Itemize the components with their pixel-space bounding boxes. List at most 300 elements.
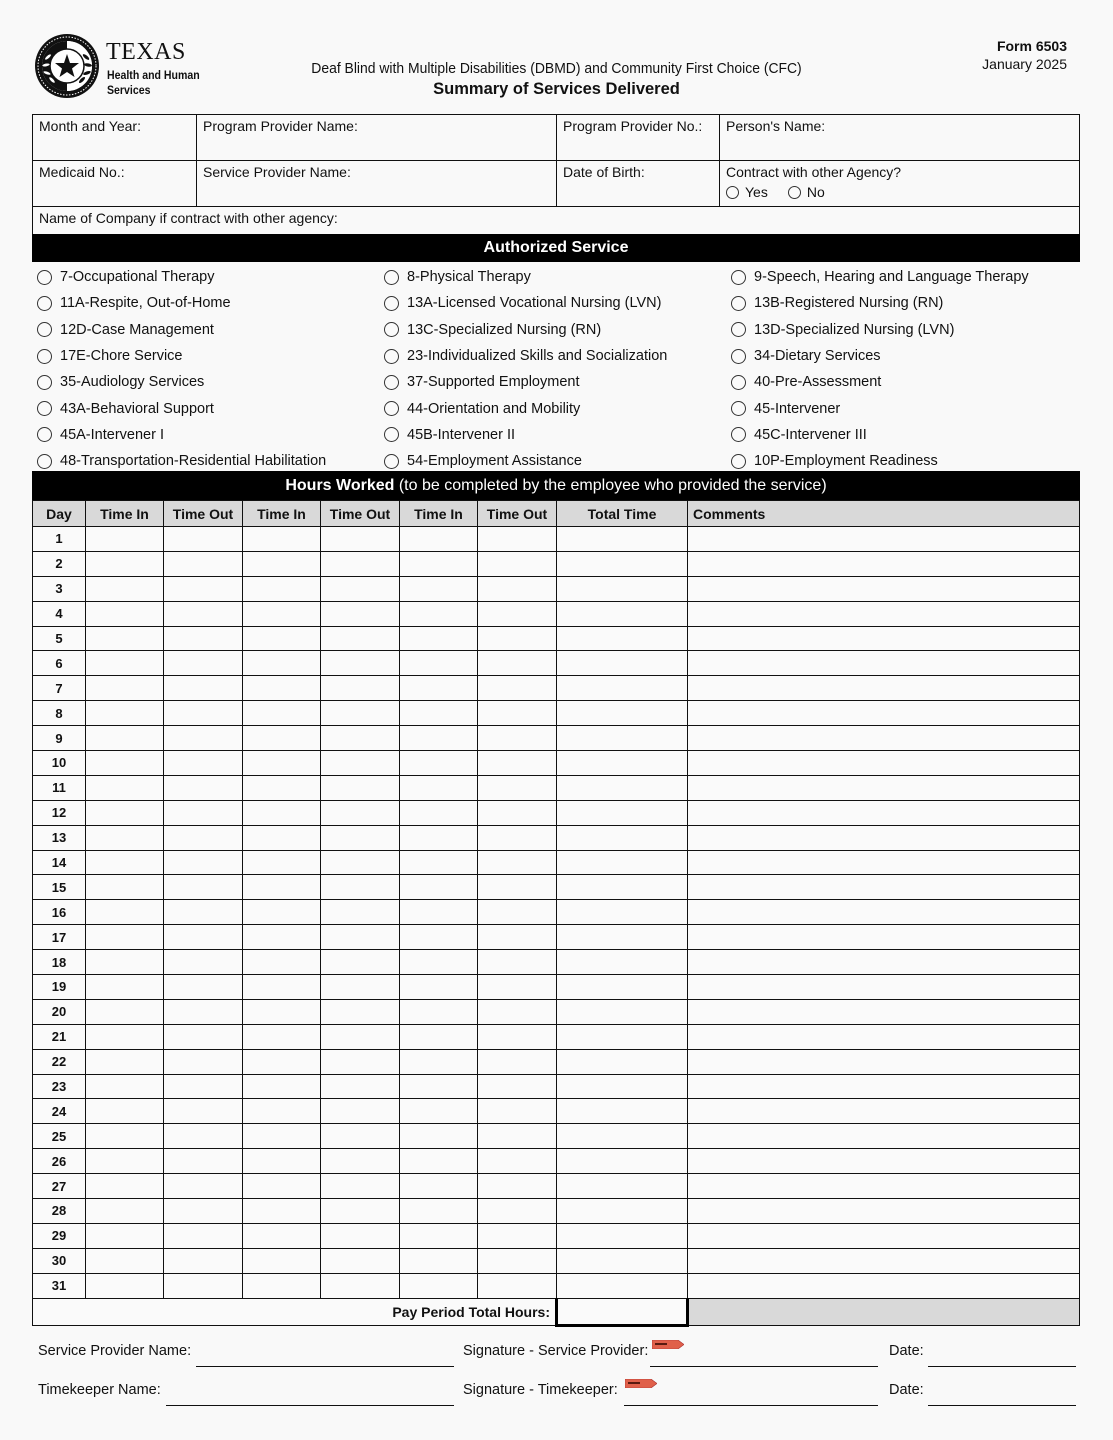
time-cell[interactable] — [321, 601, 400, 626]
time-cell[interactable] — [400, 1223, 478, 1248]
time-cell[interactable] — [321, 850, 400, 875]
time-cell[interactable] — [86, 1223, 164, 1248]
time-cell[interactable] — [400, 1099, 478, 1124]
time-cell[interactable] — [321, 1273, 400, 1298]
time-cell[interactable] — [321, 775, 400, 800]
time-cell[interactable] — [400, 1124, 478, 1149]
comments-cell[interactable] — [688, 651, 1080, 676]
time-cell[interactable] — [478, 1174, 557, 1199]
time-cell[interactable] — [400, 576, 478, 601]
time-cell[interactable] — [164, 900, 243, 925]
service-radio[interactable] — [731, 270, 746, 285]
time-cell[interactable] — [164, 1223, 243, 1248]
program-provider-name-field[interactable] — [197, 115, 557, 160]
time-cell[interactable] — [164, 1248, 243, 1273]
comments-cell[interactable] — [688, 1223, 1080, 1248]
time-cell[interactable] — [321, 527, 400, 552]
time-cell[interactable] — [243, 1074, 321, 1099]
total-time-cell[interactable] — [557, 800, 688, 825]
comments-cell[interactable] — [688, 875, 1080, 900]
comments-cell[interactable] — [688, 701, 1080, 726]
total-time-cell[interactable] — [557, 900, 688, 925]
total-time-cell[interactable] — [557, 751, 688, 776]
time-cell[interactable] — [400, 1024, 478, 1049]
total-time-cell[interactable] — [557, 1248, 688, 1273]
time-cell[interactable] — [86, 1199, 164, 1224]
time-cell[interactable] — [164, 1099, 243, 1124]
total-time-cell[interactable] — [557, 676, 688, 701]
comments-cell[interactable] — [688, 925, 1080, 950]
time-cell[interactable] — [86, 1149, 164, 1174]
service-option[interactable] — [731, 264, 1081, 290]
time-cell[interactable] — [243, 726, 321, 751]
time-cell[interactable] — [478, 1049, 557, 1074]
pay-period-total-input[interactable] — [557, 1298, 688, 1325]
time-cell[interactable] — [243, 751, 321, 776]
service-radio[interactable] — [37, 375, 52, 390]
time-cell[interactable] — [321, 1174, 400, 1199]
time-cell[interactable] — [164, 775, 243, 800]
service-radio[interactable] — [384, 349, 399, 364]
time-cell[interactable] — [321, 1223, 400, 1248]
time-cell[interactable] — [321, 900, 400, 925]
time-cell[interactable] — [478, 1074, 557, 1099]
time-cell[interactable] — [478, 775, 557, 800]
company-name-field[interactable] — [33, 207, 1079, 234]
time-cell[interactable] — [400, 1199, 478, 1224]
time-cell[interactable] — [478, 825, 557, 850]
time-cell[interactable] — [321, 701, 400, 726]
total-time-cell[interactable] — [557, 651, 688, 676]
time-cell[interactable] — [164, 999, 243, 1024]
service-option[interactable] — [37, 395, 384, 421]
time-cell[interactable] — [400, 950, 478, 975]
time-cell[interactable] — [478, 676, 557, 701]
service-radio[interactable] — [37, 296, 52, 311]
time-cell[interactable] — [243, 651, 321, 676]
time-cell[interactable] — [321, 676, 400, 701]
time-cell[interactable] — [478, 1223, 557, 1248]
time-cell[interactable] — [478, 701, 557, 726]
time-cell[interactable] — [86, 601, 164, 626]
time-cell[interactable] — [478, 850, 557, 875]
time-cell[interactable] — [243, 999, 321, 1024]
time-cell[interactable] — [321, 950, 400, 975]
total-time-cell[interactable] — [557, 999, 688, 1024]
time-cell[interactable] — [321, 1074, 400, 1099]
time-cell[interactable] — [243, 1149, 321, 1174]
comments-cell[interactable] — [688, 576, 1080, 601]
time-cell[interactable] — [478, 551, 557, 576]
time-cell[interactable] — [478, 1024, 557, 1049]
service-radio[interactable] — [731, 401, 746, 416]
time-cell[interactable] — [164, 800, 243, 825]
service-radio[interactable] — [731, 296, 746, 311]
comments-cell[interactable] — [688, 975, 1080, 1000]
total-time-cell[interactable] — [557, 950, 688, 975]
total-time-cell[interactable] — [557, 1099, 688, 1124]
service-option[interactable] — [384, 369, 731, 395]
comments-cell[interactable] — [688, 1099, 1080, 1124]
total-time-cell[interactable] — [557, 1273, 688, 1298]
time-cell[interactable] — [400, 975, 478, 1000]
time-cell[interactable] — [321, 1024, 400, 1049]
comments-cell[interactable] — [688, 726, 1080, 751]
time-cell[interactable] — [321, 1248, 400, 1273]
time-cell[interactable] — [86, 975, 164, 1000]
time-cell[interactable] — [243, 1199, 321, 1224]
time-cell[interactable] — [321, 651, 400, 676]
comments-cell[interactable] — [688, 626, 1080, 651]
time-cell[interactable] — [478, 1099, 557, 1124]
total-time-cell[interactable] — [557, 1223, 688, 1248]
service-radio[interactable] — [731, 322, 746, 337]
comments-cell[interactable] — [688, 1199, 1080, 1224]
comments-cell[interactable] — [688, 1074, 1080, 1099]
time-cell[interactable] — [243, 601, 321, 626]
time-cell[interactable] — [86, 925, 164, 950]
service-option[interactable] — [37, 264, 384, 290]
time-cell[interactable] — [478, 925, 557, 950]
time-cell[interactable] — [321, 1099, 400, 1124]
program-provider-no-field[interactable] — [557, 115, 720, 160]
time-cell[interactable] — [164, 527, 243, 552]
time-cell[interactable] — [243, 850, 321, 875]
time-cell[interactable] — [321, 925, 400, 950]
comments-cell[interactable] — [688, 950, 1080, 975]
time-cell[interactable] — [321, 975, 400, 1000]
time-cell[interactable] — [86, 676, 164, 701]
time-cell[interactable] — [400, 601, 478, 626]
time-cell[interactable] — [164, 1199, 243, 1224]
time-cell[interactable] — [400, 1248, 478, 1273]
time-cell[interactable] — [86, 825, 164, 850]
time-cell[interactable] — [86, 1124, 164, 1149]
time-cell[interactable] — [164, 576, 243, 601]
time-cell[interactable] — [86, 1049, 164, 1074]
time-cell[interactable] — [164, 1024, 243, 1049]
service-provider-name-line[interactable] — [196, 1366, 454, 1367]
time-cell[interactable] — [86, 999, 164, 1024]
time-cell[interactable] — [243, 1099, 321, 1124]
service-radio[interactable] — [384, 375, 399, 390]
service-option[interactable] — [37, 369, 384, 395]
comments-cell[interactable] — [688, 751, 1080, 776]
time-cell[interactable] — [86, 726, 164, 751]
time-cell[interactable] — [164, 1149, 243, 1174]
service-radio[interactable] — [37, 322, 52, 337]
service-radio[interactable] — [384, 427, 399, 442]
time-cell[interactable] — [86, 701, 164, 726]
time-cell[interactable] — [243, 676, 321, 701]
time-cell[interactable] — [478, 576, 557, 601]
time-cell[interactable] — [86, 1174, 164, 1199]
comments-cell[interactable] — [688, 1248, 1080, 1273]
medicaid-no-field[interactable] — [33, 161, 197, 206]
time-cell[interactable] — [243, 975, 321, 1000]
total-time-cell[interactable] — [557, 925, 688, 950]
service-option[interactable] — [731, 343, 1081, 369]
time-cell[interactable] — [400, 1174, 478, 1199]
time-cell[interactable] — [243, 701, 321, 726]
time-cell[interactable] — [478, 527, 557, 552]
time-cell[interactable] — [400, 676, 478, 701]
time-cell[interactable] — [243, 1223, 321, 1248]
time-cell[interactable] — [243, 825, 321, 850]
time-cell[interactable] — [243, 1049, 321, 1074]
time-cell[interactable] — [243, 925, 321, 950]
time-cell[interactable] — [164, 950, 243, 975]
time-cell[interactable] — [400, 751, 478, 776]
service-option[interactable] — [384, 290, 731, 316]
total-time-cell[interactable] — [557, 701, 688, 726]
date2-line[interactable] — [928, 1405, 1076, 1406]
time-cell[interactable] — [400, 925, 478, 950]
time-cell[interactable] — [164, 1049, 243, 1074]
service-option[interactable] — [384, 317, 731, 343]
time-cell[interactable] — [400, 1049, 478, 1074]
total-time-cell[interactable] — [557, 775, 688, 800]
time-cell[interactable] — [400, 726, 478, 751]
time-cell[interactable] — [243, 527, 321, 552]
service-option[interactable] — [731, 369, 1081, 395]
service-radio[interactable] — [384, 401, 399, 416]
service-radio[interactable] — [37, 427, 52, 442]
time-cell[interactable] — [164, 850, 243, 875]
time-cell[interactable] — [86, 900, 164, 925]
total-time-cell[interactable] — [557, 1174, 688, 1199]
month-year-field[interactable] — [33, 115, 197, 160]
time-cell[interactable] — [321, 1049, 400, 1074]
comments-cell[interactable] — [688, 676, 1080, 701]
service-provider-signature-line[interactable] — [650, 1366, 878, 1367]
time-cell[interactable] — [243, 775, 321, 800]
time-cell[interactable] — [86, 775, 164, 800]
time-cell[interactable] — [243, 1124, 321, 1149]
time-cell[interactable] — [86, 1248, 164, 1273]
total-time-cell[interactable] — [557, 626, 688, 651]
service-option[interactable] — [384, 395, 731, 421]
time-cell[interactable] — [164, 825, 243, 850]
time-cell[interactable] — [400, 875, 478, 900]
time-cell[interactable] — [400, 850, 478, 875]
service-option[interactable] — [37, 343, 384, 369]
time-cell[interactable] — [164, 626, 243, 651]
time-cell[interactable] — [478, 626, 557, 651]
time-cell[interactable] — [243, 875, 321, 900]
time-cell[interactable] — [321, 626, 400, 651]
comments-cell[interactable] — [688, 825, 1080, 850]
total-time-cell[interactable] — [557, 1199, 688, 1224]
total-time-cell[interactable] — [557, 601, 688, 626]
comments-cell[interactable] — [688, 1049, 1080, 1074]
service-provider-name-field[interactable] — [197, 161, 557, 206]
contract-no-radio[interactable] — [788, 186, 801, 199]
comments-cell[interactable] — [688, 900, 1080, 925]
time-cell[interactable] — [164, 875, 243, 900]
time-cell[interactable] — [478, 975, 557, 1000]
total-time-cell[interactable] — [557, 527, 688, 552]
persons-name-field[interactable] — [720, 115, 1079, 160]
time-cell[interactable] — [321, 576, 400, 601]
time-cell[interactable] — [164, 925, 243, 950]
time-cell[interactable] — [400, 551, 478, 576]
time-cell[interactable] — [478, 800, 557, 825]
service-radio[interactable] — [384, 454, 399, 469]
time-cell[interactable] — [478, 751, 557, 776]
time-cell[interactable] — [400, 825, 478, 850]
comments-cell[interactable] — [688, 999, 1080, 1024]
total-time-cell[interactable] — [557, 551, 688, 576]
comments-cell[interactable] — [688, 800, 1080, 825]
time-cell[interactable] — [321, 800, 400, 825]
service-option[interactable] — [384, 422, 731, 448]
time-cell[interactable] — [164, 651, 243, 676]
time-cell[interactable] — [86, 850, 164, 875]
comments-cell[interactable] — [688, 1174, 1080, 1199]
timekeeper-name-line[interactable] — [166, 1405, 454, 1406]
time-cell[interactable] — [243, 626, 321, 651]
time-cell[interactable] — [321, 551, 400, 576]
comments-cell[interactable] — [688, 1124, 1080, 1149]
time-cell[interactable] — [478, 999, 557, 1024]
time-cell[interactable] — [86, 576, 164, 601]
total-time-cell[interactable] — [557, 1049, 688, 1074]
total-time-cell[interactable] — [557, 1074, 688, 1099]
time-cell[interactable] — [86, 626, 164, 651]
time-cell[interactable] — [164, 601, 243, 626]
service-radio[interactable] — [37, 270, 52, 285]
time-cell[interactable] — [321, 751, 400, 776]
service-radio[interactable] — [731, 454, 746, 469]
total-time-cell[interactable] — [557, 1149, 688, 1174]
time-cell[interactable] — [400, 701, 478, 726]
total-time-cell[interactable] — [557, 1024, 688, 1049]
time-cell[interactable] — [86, 800, 164, 825]
time-cell[interactable] — [164, 751, 243, 776]
service-option[interactable] — [384, 264, 731, 290]
time-cell[interactable] — [164, 701, 243, 726]
time-cell[interactable] — [243, 1174, 321, 1199]
time-cell[interactable] — [400, 651, 478, 676]
total-time-cell[interactable] — [557, 1124, 688, 1149]
time-cell[interactable] — [321, 726, 400, 751]
contract-yes-radio[interactable] — [726, 186, 739, 199]
comments-cell[interactable] — [688, 850, 1080, 875]
time-cell[interactable] — [400, 1273, 478, 1298]
service-option[interactable] — [384, 343, 731, 369]
time-cell[interactable] — [243, 551, 321, 576]
service-option[interactable] — [731, 395, 1081, 421]
time-cell[interactable] — [478, 1248, 557, 1273]
timekeeper-signature-line[interactable] — [624, 1405, 878, 1406]
time-cell[interactable] — [478, 651, 557, 676]
time-cell[interactable] — [321, 825, 400, 850]
time-cell[interactable] — [164, 551, 243, 576]
comments-cell[interactable] — [688, 1273, 1080, 1298]
comments-cell[interactable] — [688, 601, 1080, 626]
time-cell[interactable] — [400, 775, 478, 800]
time-cell[interactable] — [400, 900, 478, 925]
time-cell[interactable] — [164, 676, 243, 701]
comments-cell[interactable] — [688, 1149, 1080, 1174]
time-cell[interactable] — [400, 800, 478, 825]
time-cell[interactable] — [478, 726, 557, 751]
service-radio[interactable] — [384, 296, 399, 311]
service-option[interactable] — [37, 290, 384, 316]
time-cell[interactable] — [243, 1273, 321, 1298]
time-cell[interactable] — [478, 1149, 557, 1174]
service-option[interactable] — [731, 422, 1081, 448]
time-cell[interactable] — [86, 1074, 164, 1099]
service-radio[interactable] — [731, 375, 746, 390]
time-cell[interactable] — [478, 950, 557, 975]
time-cell[interactable] — [321, 1149, 400, 1174]
time-cell[interactable] — [478, 1124, 557, 1149]
time-cell[interactable] — [164, 1273, 243, 1298]
service-radio[interactable] — [731, 427, 746, 442]
time-cell[interactable] — [86, 527, 164, 552]
total-time-cell[interactable] — [557, 875, 688, 900]
time-cell[interactable] — [400, 1074, 478, 1099]
service-option[interactable] — [731, 290, 1081, 316]
time-cell[interactable] — [86, 651, 164, 676]
service-option[interactable] — [731, 317, 1081, 343]
time-cell[interactable] — [86, 1273, 164, 1298]
time-cell[interactable] — [478, 875, 557, 900]
time-cell[interactable] — [400, 626, 478, 651]
time-cell[interactable] — [243, 900, 321, 925]
service-radio[interactable] — [37, 401, 52, 416]
time-cell[interactable] — [86, 950, 164, 975]
time-cell[interactable] — [478, 601, 557, 626]
service-radio[interactable] — [37, 454, 52, 469]
time-cell[interactable] — [478, 1273, 557, 1298]
time-cell[interactable] — [86, 1024, 164, 1049]
time-cell[interactable] — [243, 1248, 321, 1273]
time-cell[interactable] — [86, 1099, 164, 1124]
service-option[interactable] — [37, 317, 384, 343]
time-cell[interactable] — [86, 551, 164, 576]
time-cell[interactable] — [243, 950, 321, 975]
date1-line[interactable] — [928, 1366, 1076, 1367]
service-radio[interactable] — [384, 322, 399, 337]
service-radio[interactable] — [731, 349, 746, 364]
service-radio[interactable] — [37, 349, 52, 364]
service-option[interactable] — [37, 422, 384, 448]
time-cell[interactable] — [243, 1024, 321, 1049]
time-cell[interactable] — [86, 875, 164, 900]
comments-cell[interactable] — [688, 551, 1080, 576]
time-cell[interactable] — [321, 1199, 400, 1224]
time-cell[interactable] — [86, 751, 164, 776]
time-cell[interactable] — [243, 800, 321, 825]
service-radio[interactable] — [384, 270, 399, 285]
total-time-cell[interactable] — [557, 726, 688, 751]
time-cell[interactable] — [321, 1124, 400, 1149]
comments-cell[interactable] — [688, 775, 1080, 800]
total-time-cell[interactable] — [557, 975, 688, 1000]
time-cell[interactable] — [164, 1174, 243, 1199]
total-time-cell[interactable] — [557, 825, 688, 850]
time-cell[interactable] — [400, 1149, 478, 1174]
time-cell[interactable] — [164, 975, 243, 1000]
comments-cell[interactable] — [688, 1024, 1080, 1049]
time-cell[interactable] — [400, 527, 478, 552]
total-time-cell[interactable] — [557, 850, 688, 875]
time-cell[interactable] — [400, 999, 478, 1024]
time-cell[interactable] — [164, 726, 243, 751]
